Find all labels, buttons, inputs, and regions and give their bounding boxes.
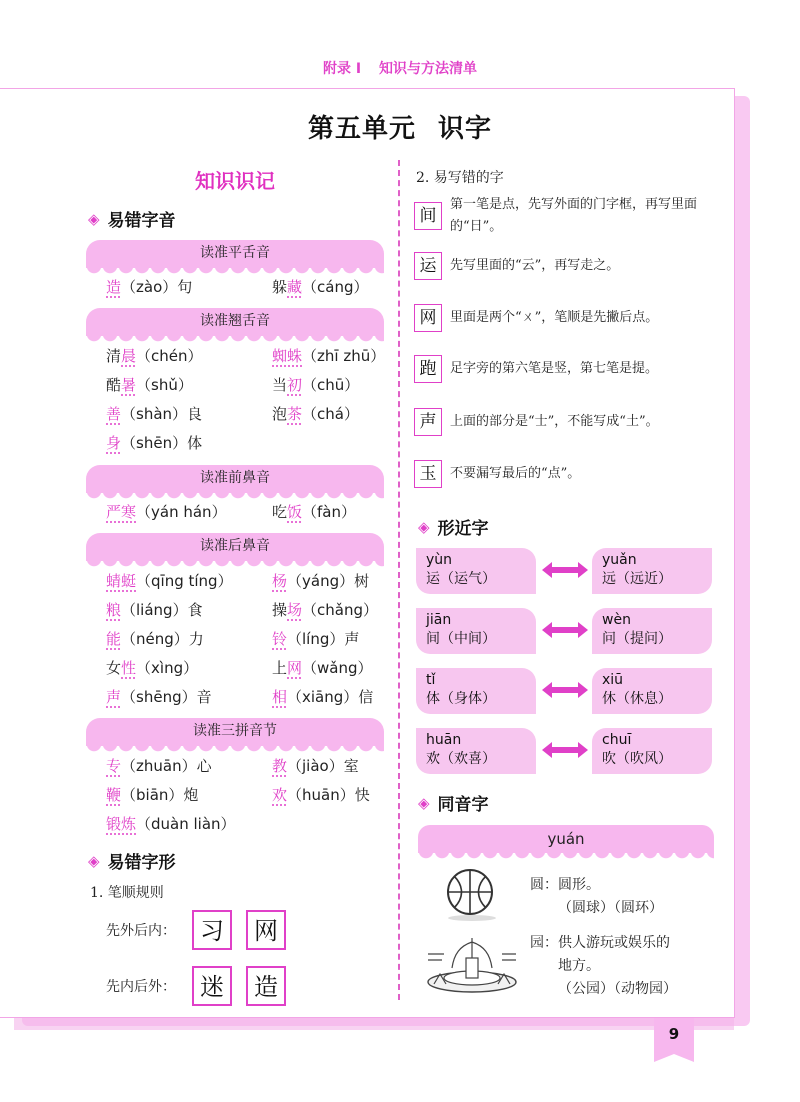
pinyin-word <box>106 784 198 805</box>
diamond-icon: ◈ <box>418 793 430 812</box>
char-box: 网 <box>414 304 442 332</box>
char-box: 间 <box>414 202 442 230</box>
char-box: 玉 <box>414 460 442 488</box>
char-box: 造 <box>246 966 286 1006</box>
word-pinyin: （shàn） <box>121 405 188 423</box>
tag-pinyin: huān <box>426 732 462 748</box>
word-key-char: 饭 <box>287 503 303 521</box>
stroke-order-title: 1. 笔顺规则 <box>90 885 164 901</box>
word-pinyin: （cáng） <box>302 278 369 296</box>
hom-line: 圆：圆形。 <box>530 877 600 893</box>
outer-first-label: 先外后内： <box>106 923 176 939</box>
word-key-char: 造 <box>106 278 122 296</box>
similar-tag <box>592 728 712 774</box>
word-plain-char: 室 <box>343 757 359 775</box>
word-pinyin: （chū） <box>302 376 360 394</box>
pinyin-word <box>272 784 370 805</box>
word-key-char: 专 <box>106 757 122 775</box>
tag-example: 吹（吹风） <box>602 751 672 767</box>
pinyin-word <box>272 755 359 776</box>
pinyin-word <box>106 501 227 522</box>
word-pinyin: （yáng） <box>287 572 355 590</box>
similar-pair <box>416 728 712 774</box>
word-key-char: 铃 <box>272 630 288 648</box>
wrong-item <box>414 408 710 436</box>
tag-pinyin: chuī <box>602 732 632 748</box>
homophone-yuan-round <box>530 874 663 920</box>
wrong-item <box>414 460 710 488</box>
word-key-char: 粮 <box>106 601 122 619</box>
word-pinyin: （líng） <box>287 630 345 648</box>
outer-first-row <box>106 910 300 950</box>
tag-example: 欢（欢喜） <box>426 751 496 767</box>
word-plain-char: 泡 <box>272 405 288 423</box>
word-key-char: 蜘蛛 <box>272 347 303 365</box>
pinyin-word <box>272 345 385 366</box>
pinyin-word <box>106 374 193 395</box>
word-key-char: 茶 <box>287 405 303 423</box>
band-front-nasal: 读准前鼻音 <box>86 465 384 493</box>
band-retroflex: 读准翘舌音 <box>86 308 384 336</box>
word-pinyin: （jiào） <box>287 757 344 775</box>
tag-example: 体（身体） <box>426 691 496 707</box>
pinyin-word <box>106 403 202 424</box>
tag-example: 运（运气） <box>426 571 496 587</box>
similar-tag <box>416 608 536 654</box>
appendix-title: 知识与方法清单 <box>379 61 478 77</box>
word-plain-char: 声 <box>344 630 360 648</box>
tag-pinyin: xiū <box>602 672 624 688</box>
section-homophone <box>418 790 489 815</box>
word-plain-char: 体 <box>187 434 203 452</box>
homophone-band: yuán <box>418 825 714 853</box>
wrong-text: 里面是两个“ㄨ”，笔顺是先撇后点。 <box>450 310 659 325</box>
char-box: 声 <box>414 408 442 436</box>
pinyin-word <box>272 686 373 707</box>
pinyin-word <box>106 570 233 591</box>
band-triphthong: 读准三拼音节 <box>86 718 384 746</box>
hom-line: 园：供人游玩或娱乐的 <box>530 935 670 951</box>
pinyin-word <box>272 403 359 424</box>
word-pinyin: （zhī zhū） <box>302 347 386 365</box>
word-plain-char: 当 <box>272 376 288 394</box>
word-pinyin: （xìng） <box>136 659 199 677</box>
word-key-char: 蜻蜓 <box>106 572 137 590</box>
word-pinyin: （qīng tíng） <box>136 572 233 590</box>
word-plain-char: 力 <box>188 630 204 648</box>
word-plain-char: 心 <box>196 757 212 775</box>
double-arrow-icon <box>540 740 590 760</box>
tag-example: 休（休息） <box>602 691 672 707</box>
word-key-char: 善 <box>106 405 122 423</box>
double-arrow-icon <box>540 560 590 580</box>
pinyin-word <box>106 755 212 776</box>
unit-number: 第五单元 <box>307 114 416 144</box>
wrong-text: 上面的部分是“士”，不能写成“土”。 <box>450 414 659 429</box>
word-key-char: 场 <box>287 601 303 619</box>
similar-tag <box>416 668 536 714</box>
pinyin-word <box>106 599 203 620</box>
char-box: 网 <box>246 910 286 950</box>
word-pinyin: （shēng） <box>121 688 197 706</box>
similar-pair <box>416 668 712 714</box>
tag-example: 间（中间） <box>426 631 496 647</box>
word-plain-char: 躲 <box>272 278 288 296</box>
wrong-item <box>414 355 710 383</box>
word-pinyin: （shēn） <box>121 434 188 452</box>
word-key-char: 藏 <box>287 278 303 296</box>
pinyin-word <box>272 628 359 649</box>
section-label: 形近字 <box>437 519 489 539</box>
pinyin-word <box>106 686 212 707</box>
word-pinyin: （chén） <box>136 347 203 365</box>
tag-example: 问（提问） <box>602 631 672 647</box>
basketball-image <box>440 866 500 922</box>
word-plain-char: 上 <box>272 659 288 677</box>
word-plain-char: 酷 <box>106 376 122 394</box>
word-pinyin: （duàn liàn） <box>136 815 236 833</box>
word-key-char: 暑 <box>121 376 137 394</box>
column-divider <box>398 160 400 1000</box>
word-plain-char: 操 <box>272 601 288 619</box>
similar-tag <box>416 548 536 594</box>
appendix-label: 附录 I <box>322 61 362 77</box>
word-plain-char: 信 <box>358 688 374 706</box>
word-key-char: 锻炼 <box>106 815 137 833</box>
word-pinyin: （biān） <box>121 786 184 804</box>
double-arrow-icon <box>540 620 590 640</box>
pinyin-word <box>272 657 373 678</box>
word-pinyin: （xiāng） <box>287 688 359 706</box>
pinyin-word <box>272 599 378 620</box>
pinyin-word <box>272 501 356 522</box>
band-back-nasal: 读准后鼻音 <box>86 533 384 561</box>
page-number: 9 <box>654 1018 694 1054</box>
word-pinyin: （huān） <box>287 786 355 804</box>
double-arrow-icon <box>540 680 590 700</box>
tag-pinyin: yuǎn <box>602 552 637 568</box>
hom-line: 地方。 <box>558 958 600 974</box>
word-pinyin: （chǎng） <box>302 601 379 619</box>
tag-pinyin: yùn <box>426 552 453 568</box>
knowledge-title: 知识识记 <box>195 169 275 193</box>
similar-pair <box>416 608 712 654</box>
unit-name: 识字 <box>438 114 493 144</box>
unit-title <box>0 108 800 145</box>
band-flat: 读准平舌音 <box>86 240 384 268</box>
word-pinyin: （wǎng） <box>302 659 373 677</box>
diamond-icon: ◈ <box>88 209 100 228</box>
running-header <box>0 58 800 78</box>
word-key-char: 初 <box>287 376 303 394</box>
park-fountain-image <box>424 934 520 996</box>
section-label: 易错字形 <box>107 853 176 873</box>
word-key-char: 杨 <box>272 572 288 590</box>
word-key-char: 声 <box>106 688 122 706</box>
word-key-char: 严寒 <box>106 503 137 521</box>
pinyin-word <box>106 276 192 297</box>
char-box: 迷 <box>192 966 232 1006</box>
word-key-char: 欢 <box>272 786 288 804</box>
word-pinyin: （fàn） <box>302 503 357 521</box>
word-key-char: 鞭 <box>106 786 122 804</box>
homophone-yuan-garden <box>530 932 677 1001</box>
word-pinyin: （shǔ） <box>136 376 193 394</box>
pinyin-word <box>272 374 359 395</box>
tag-pinyin: wèn <box>602 612 631 628</box>
pinyin-word <box>106 345 203 366</box>
section-similar <box>418 514 489 539</box>
pinyin-word <box>272 570 369 591</box>
similar-tag <box>592 608 712 654</box>
diamond-icon: ◈ <box>88 851 100 870</box>
word-plain-char: 清 <box>106 347 122 365</box>
word-plain-char: 句 <box>177 278 193 296</box>
wrong-item <box>414 304 710 332</box>
section-label: 易错字音 <box>107 211 176 231</box>
tag-example: 远（远近） <box>602 571 672 587</box>
similar-pair <box>416 548 712 594</box>
word-pinyin: （yán hán） <box>136 503 227 521</box>
pinyin-word <box>272 276 369 297</box>
word-pinyin: （zào） <box>121 278 178 296</box>
word-pinyin: （néng） <box>121 630 189 648</box>
word-plain-char: 女 <box>106 659 122 677</box>
word-pinyin: （zhuān） <box>121 757 197 775</box>
pinyin-word <box>106 628 204 649</box>
word-plain-char: 炮 <box>183 786 199 804</box>
easy-wrong-title: 2. 易写错的字 <box>416 170 504 186</box>
wrong-item <box>414 194 710 238</box>
word-key-char: 身 <box>106 434 122 452</box>
section-label: 同音字 <box>437 795 489 815</box>
word-key-char: 网 <box>287 659 303 677</box>
word-plain-char: 快 <box>354 786 370 804</box>
wrong-text: 第一笔是点，先写外面的门字框，再写里面的“日”。 <box>450 197 698 234</box>
word-key-char: 性 <box>121 659 137 677</box>
pinyin-word <box>106 813 236 834</box>
similar-tag <box>592 668 712 714</box>
char-box: 运 <box>414 252 442 280</box>
word-plain-char: 树 <box>354 572 370 590</box>
char-box: 习 <box>192 910 232 950</box>
wrong-text: 先写里面的“云”，再写走之。 <box>450 258 620 273</box>
wrong-text: 不要漏写最后的“点”。 <box>450 466 581 481</box>
similar-tag <box>592 548 712 594</box>
word-plain-char: 良 <box>187 405 203 423</box>
pinyin-word <box>106 432 202 453</box>
char-box: 跑 <box>414 355 442 383</box>
inner-first-row <box>106 966 300 1006</box>
word-plain-char: 吃 <box>272 503 288 521</box>
word-key-char: 相 <box>272 688 288 706</box>
hom-line: （圆球）（圆环） <box>558 900 663 916</box>
pinyin-word <box>106 657 198 678</box>
word-key-char: 晨 <box>121 347 137 365</box>
section-shape <box>88 848 176 873</box>
word-key-char: 能 <box>106 630 122 648</box>
similar-tag <box>416 728 536 774</box>
word-pinyin: （liáng） <box>121 601 188 619</box>
wrong-text: 足字旁的第六笔是竖，第七笔是提。 <box>450 361 659 376</box>
word-key-char: 教 <box>272 757 288 775</box>
section-pronunciation <box>88 206 176 231</box>
inner-first-label: 先内后外： <box>106 979 176 995</box>
tag-pinyin: jiān <box>426 612 452 628</box>
word-pinyin: （chá） <box>302 405 359 423</box>
hom-line: （公园）（动物园） <box>558 981 677 997</box>
tag-pinyin: tǐ <box>426 672 436 688</box>
word-plain-char: 音 <box>196 688 212 706</box>
diamond-icon: ◈ <box>418 517 430 536</box>
wrong-item <box>414 252 710 280</box>
word-plain-char: 食 <box>187 601 203 619</box>
